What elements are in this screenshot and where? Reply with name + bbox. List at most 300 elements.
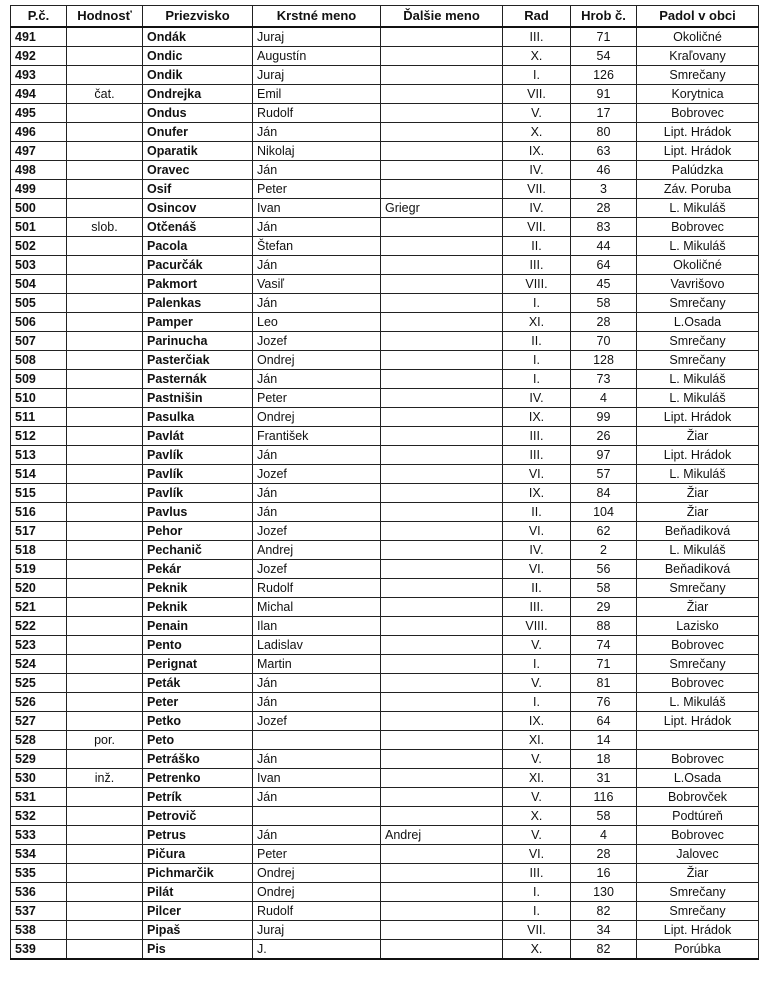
- other-name-cell: [381, 845, 503, 864]
- rank-cell: [67, 940, 143, 960]
- given-name-cell: Jozef: [253, 712, 381, 731]
- grave-number-cell: 88: [571, 617, 637, 636]
- given-name-cell: Jozef: [253, 560, 381, 579]
- place-cell: L. Mikuláš: [637, 199, 759, 218]
- grave-number-cell: 17: [571, 104, 637, 123]
- given-name-cell: Juraj: [253, 27, 381, 47]
- row-number-cell: 499: [11, 180, 67, 199]
- other-name-cell: [381, 522, 503, 541]
- place-cell: Vavrišovo: [637, 275, 759, 294]
- surname-cell: Petrík: [143, 788, 253, 807]
- casualty-table: [10, 5, 759, 960]
- place-cell: Smrečany: [637, 332, 759, 351]
- other-name-cell: [381, 674, 503, 693]
- table-row: [11, 560, 759, 579]
- other-name-cell: [381, 275, 503, 294]
- given-name-cell: Ivan: [253, 199, 381, 218]
- place-cell: Smrečany: [637, 351, 759, 370]
- given-name-cell: Jozef: [253, 465, 381, 484]
- grave-number-cell: 56: [571, 560, 637, 579]
- row-number-cell: 537: [11, 902, 67, 921]
- place-cell: Beňadiková: [637, 522, 759, 541]
- place-cell: Bobrovec: [637, 104, 759, 123]
- given-name-cell: Ján: [253, 446, 381, 465]
- header-cell: Hodnosť: [67, 6, 143, 28]
- rank-cell: [67, 579, 143, 598]
- other-name-cell: [381, 560, 503, 579]
- surname-cell: Pasterčiak: [143, 351, 253, 370]
- given-name-cell: Juraj: [253, 66, 381, 85]
- row-number-cell: 497: [11, 142, 67, 161]
- rank-cell: [67, 256, 143, 275]
- surname-cell: Pasulka: [143, 408, 253, 427]
- place-cell: Lipt. Hrádok: [637, 446, 759, 465]
- grave-row-cell: I.: [503, 294, 571, 313]
- surname-cell: Onufer: [143, 123, 253, 142]
- other-name-cell: [381, 427, 503, 446]
- table-row: [11, 750, 759, 769]
- row-number-cell: 531: [11, 788, 67, 807]
- given-name-cell: Ján: [253, 294, 381, 313]
- other-name-cell: [381, 541, 503, 560]
- table-row: [11, 769, 759, 788]
- place-cell: L. Mikuláš: [637, 389, 759, 408]
- row-number-cell: 514: [11, 465, 67, 484]
- grave-number-cell: 81: [571, 674, 637, 693]
- table-row: [11, 104, 759, 123]
- row-number-cell: 517: [11, 522, 67, 541]
- other-name-cell: [381, 218, 503, 237]
- grave-number-cell: 46: [571, 161, 637, 180]
- surname-cell: Pichmarčik: [143, 864, 253, 883]
- rank-cell: [67, 313, 143, 332]
- row-number-cell: 508: [11, 351, 67, 370]
- surname-cell: Parinucha: [143, 332, 253, 351]
- rank-cell: [67, 66, 143, 85]
- rank-cell: [67, 522, 143, 541]
- rank-cell: slob.: [67, 218, 143, 237]
- table-row: [11, 883, 759, 902]
- given-name-cell: Ján: [253, 218, 381, 237]
- row-number-cell: 492: [11, 47, 67, 66]
- place-cell: Korytnica: [637, 85, 759, 104]
- rank-cell: [67, 902, 143, 921]
- table-row: [11, 446, 759, 465]
- grave-row-cell: VII.: [503, 85, 571, 104]
- table-row: [11, 85, 759, 104]
- given-name-cell: Jozef: [253, 332, 381, 351]
- table-row: [11, 617, 759, 636]
- header-cell: P.č.: [11, 6, 67, 28]
- grave-row-cell: X.: [503, 940, 571, 960]
- surname-cell: Pacurčák: [143, 256, 253, 275]
- rank-cell: [67, 332, 143, 351]
- surname-cell: Pehor: [143, 522, 253, 541]
- place-cell: Bobrovec: [637, 636, 759, 655]
- given-name-cell: Ondrej: [253, 883, 381, 902]
- surname-cell: Peknik: [143, 598, 253, 617]
- surname-cell: Pavlus: [143, 503, 253, 522]
- other-name-cell: [381, 712, 503, 731]
- row-number-cell: 522: [11, 617, 67, 636]
- other-name-cell: [381, 655, 503, 674]
- grave-number-cell: 76: [571, 693, 637, 712]
- row-number-cell: 515: [11, 484, 67, 503]
- rank-cell: [67, 389, 143, 408]
- grave-row-cell: VI.: [503, 465, 571, 484]
- grave-row-cell: II.: [503, 332, 571, 351]
- table-row: [11, 465, 759, 484]
- grave-row-cell: I.: [503, 66, 571, 85]
- place-cell: Žiar: [637, 598, 759, 617]
- grave-row-cell: V.: [503, 750, 571, 769]
- given-name-cell: Ján: [253, 161, 381, 180]
- roster-sheet: [10, 5, 758, 960]
- place-cell: Žiar: [637, 484, 759, 503]
- surname-cell: Peter: [143, 693, 253, 712]
- grave-row-cell: V.: [503, 674, 571, 693]
- surname-cell: Ondic: [143, 47, 253, 66]
- row-number-cell: 535: [11, 864, 67, 883]
- grave-row-cell: III.: [503, 27, 571, 47]
- grave-number-cell: 116: [571, 788, 637, 807]
- rank-cell: [67, 636, 143, 655]
- table-row: [11, 636, 759, 655]
- grave-row-cell: IX.: [503, 142, 571, 161]
- rank-cell: [67, 712, 143, 731]
- row-number-cell: 495: [11, 104, 67, 123]
- surname-cell: Peták: [143, 674, 253, 693]
- grave-number-cell: 54: [571, 47, 637, 66]
- other-name-cell: [381, 85, 503, 104]
- grave-number-cell: 58: [571, 807, 637, 826]
- table-row: [11, 845, 759, 864]
- table-row: [11, 484, 759, 503]
- other-name-cell: [381, 313, 503, 332]
- other-name-cell: [381, 256, 503, 275]
- header-cell: Ďalšie meno: [381, 6, 503, 28]
- place-cell: Smrečany: [637, 294, 759, 313]
- rank-cell: [67, 674, 143, 693]
- row-number-cell: 506: [11, 313, 67, 332]
- surname-cell: Peknik: [143, 579, 253, 598]
- row-number-cell: 527: [11, 712, 67, 731]
- row-number-cell: 528: [11, 731, 67, 750]
- other-name-cell: [381, 750, 503, 769]
- grave-row-cell: I.: [503, 902, 571, 921]
- table-row: [11, 826, 759, 845]
- grave-row-cell: IV.: [503, 541, 571, 560]
- surname-cell: Ondrejka: [143, 85, 253, 104]
- place-cell: Smrečany: [637, 655, 759, 674]
- other-name-cell: [381, 598, 503, 617]
- row-number-cell: 539: [11, 940, 67, 960]
- place-cell: Lipt. Hrádok: [637, 712, 759, 731]
- place-cell: Podtúreň: [637, 807, 759, 826]
- other-name-cell: [381, 902, 503, 921]
- rank-cell: [67, 598, 143, 617]
- row-number-cell: 518: [11, 541, 67, 560]
- row-number-cell: 523: [11, 636, 67, 655]
- grave-row-cell: II.: [503, 579, 571, 598]
- surname-cell: Pilát: [143, 883, 253, 902]
- grave-number-cell: 34: [571, 921, 637, 940]
- grave-row-cell: V.: [503, 636, 571, 655]
- rank-cell: [67, 541, 143, 560]
- row-number-cell: 520: [11, 579, 67, 598]
- grave-row-cell: IV.: [503, 161, 571, 180]
- place-cell: Žiar: [637, 864, 759, 883]
- row-number-cell: 525: [11, 674, 67, 693]
- row-number-cell: 513: [11, 446, 67, 465]
- given-name-cell: Ján: [253, 370, 381, 389]
- place-cell: Smrečany: [637, 883, 759, 902]
- grave-number-cell: 58: [571, 579, 637, 598]
- grave-number-cell: 3: [571, 180, 637, 199]
- table-body: [11, 27, 759, 959]
- rank-cell: [67, 617, 143, 636]
- grave-row-cell: II.: [503, 237, 571, 256]
- row-number-cell: 521: [11, 598, 67, 617]
- other-name-cell: [381, 788, 503, 807]
- place-cell: Smrečany: [637, 902, 759, 921]
- rank-cell: [67, 351, 143, 370]
- given-name-cell: Ondrej: [253, 864, 381, 883]
- grave-row-cell: X.: [503, 807, 571, 826]
- given-name-cell: Peter: [253, 180, 381, 199]
- row-number-cell: 491: [11, 27, 67, 47]
- header-cell: Rad: [503, 6, 571, 28]
- row-number-cell: 500: [11, 199, 67, 218]
- place-cell: Bobrovček: [637, 788, 759, 807]
- table-row: [11, 788, 759, 807]
- surname-cell: Otčenáš: [143, 218, 253, 237]
- rank-cell: [67, 180, 143, 199]
- rank-cell: [67, 484, 143, 503]
- given-name-cell: Ján: [253, 788, 381, 807]
- grave-row-cell: III.: [503, 427, 571, 446]
- place-cell: L.Osada: [637, 769, 759, 788]
- grave-number-cell: 82: [571, 940, 637, 960]
- row-number-cell: 524: [11, 655, 67, 674]
- grave-row-cell: XI.: [503, 731, 571, 750]
- grave-number-cell: 28: [571, 199, 637, 218]
- place-cell: L. Mikuláš: [637, 693, 759, 712]
- grave-row-cell: VIII.: [503, 275, 571, 294]
- table-row: [11, 427, 759, 446]
- place-cell: L. Mikuláš: [637, 237, 759, 256]
- surname-cell: Oparatik: [143, 142, 253, 161]
- other-name-cell: [381, 142, 503, 161]
- place-cell: Okoličné: [637, 27, 759, 47]
- table-row: [11, 275, 759, 294]
- row-number-cell: 536: [11, 883, 67, 902]
- grave-row-cell: VII.: [503, 180, 571, 199]
- surname-cell: Pasternák: [143, 370, 253, 389]
- grave-number-cell: 84: [571, 484, 637, 503]
- surname-cell: Osincov: [143, 199, 253, 218]
- other-name-cell: [381, 579, 503, 598]
- grave-number-cell: 29: [571, 598, 637, 617]
- place-cell: Lazisko: [637, 617, 759, 636]
- table-row: [11, 921, 759, 940]
- other-name-cell: [381, 864, 503, 883]
- rank-cell: [67, 446, 143, 465]
- given-name-cell: [253, 731, 381, 750]
- grave-number-cell: 80: [571, 123, 637, 142]
- grave-row-cell: I.: [503, 351, 571, 370]
- surname-cell: Palenkas: [143, 294, 253, 313]
- table-row: [11, 370, 759, 389]
- surname-cell: Ondus: [143, 104, 253, 123]
- table-row: [11, 522, 759, 541]
- other-name-cell: [381, 465, 503, 484]
- other-name-cell: [381, 503, 503, 522]
- given-name-cell: Rudolf: [253, 902, 381, 921]
- row-number-cell: 507: [11, 332, 67, 351]
- header-cell: Priezvisko: [143, 6, 253, 28]
- given-name-cell: Rudolf: [253, 579, 381, 598]
- grave-number-cell: 62: [571, 522, 637, 541]
- table-row: [11, 598, 759, 617]
- other-name-cell: [381, 104, 503, 123]
- other-name-cell: Griegr: [381, 199, 503, 218]
- grave-row-cell: IV.: [503, 199, 571, 218]
- table-row: [11, 389, 759, 408]
- rank-cell: [67, 104, 143, 123]
- row-number-cell: 529: [11, 750, 67, 769]
- grave-number-cell: 99: [571, 408, 637, 427]
- grave-number-cell: 126: [571, 66, 637, 85]
- table-row: [11, 731, 759, 750]
- row-number-cell: 509: [11, 370, 67, 389]
- grave-row-cell: X.: [503, 123, 571, 142]
- grave-row-cell: X.: [503, 47, 571, 66]
- table-row: [11, 541, 759, 560]
- surname-cell: Penain: [143, 617, 253, 636]
- given-name-cell: Juraj: [253, 921, 381, 940]
- surname-cell: Pavlík: [143, 446, 253, 465]
- given-name-cell: Rudolf: [253, 104, 381, 123]
- grave-number-cell: 28: [571, 845, 637, 864]
- other-name-cell: [381, 180, 503, 199]
- given-name-cell: Ján: [253, 750, 381, 769]
- grave-row-cell: VI.: [503, 522, 571, 541]
- grave-row-cell: I.: [503, 693, 571, 712]
- grave-row-cell: VI.: [503, 845, 571, 864]
- surname-cell: Pakmort: [143, 275, 253, 294]
- table-row: [11, 199, 759, 218]
- grave-row-cell: VII.: [503, 218, 571, 237]
- grave-number-cell: 57: [571, 465, 637, 484]
- place-cell: Smrečany: [637, 66, 759, 85]
- surname-cell: Ondik: [143, 66, 253, 85]
- header-row: [11, 6, 759, 28]
- table-row: [11, 66, 759, 85]
- grave-row-cell: IX.: [503, 484, 571, 503]
- surname-cell: Peto: [143, 731, 253, 750]
- table-row: [11, 142, 759, 161]
- other-name-cell: [381, 940, 503, 960]
- grave-number-cell: 18: [571, 750, 637, 769]
- other-name-cell: [381, 408, 503, 427]
- rank-cell: [67, 826, 143, 845]
- place-cell: Bobrovec: [637, 674, 759, 693]
- surname-cell: Petrus: [143, 826, 253, 845]
- rank-cell: [67, 27, 143, 47]
- row-number-cell: 519: [11, 560, 67, 579]
- given-name-cell: Ján: [253, 484, 381, 503]
- row-number-cell: 532: [11, 807, 67, 826]
- header-cell: Padol v obci: [637, 6, 759, 28]
- surname-cell: Pipaš: [143, 921, 253, 940]
- row-number-cell: 534: [11, 845, 67, 864]
- rank-cell: [67, 161, 143, 180]
- table-row: [11, 237, 759, 256]
- surname-cell: Pavlík: [143, 484, 253, 503]
- place-cell: Lipt. Hrádok: [637, 408, 759, 427]
- grave-row-cell: II.: [503, 503, 571, 522]
- place-cell: Bobrovec: [637, 826, 759, 845]
- place-cell: Smrečany: [637, 579, 759, 598]
- table-row: [11, 294, 759, 313]
- other-name-cell: Andrej: [381, 826, 503, 845]
- surname-cell: Pechanič: [143, 541, 253, 560]
- table-row: [11, 218, 759, 237]
- grave-row-cell: IX.: [503, 408, 571, 427]
- given-name-cell: Ivan: [253, 769, 381, 788]
- rank-cell: [67, 503, 143, 522]
- given-name-cell: Andrej: [253, 541, 381, 560]
- grave-row-cell: III.: [503, 864, 571, 883]
- grave-number-cell: 64: [571, 256, 637, 275]
- given-name-cell: [253, 807, 381, 826]
- other-name-cell: [381, 66, 503, 85]
- other-name-cell: [381, 484, 503, 503]
- grave-row-cell: I.: [503, 655, 571, 674]
- surname-cell: Pamper: [143, 313, 253, 332]
- given-name-cell: Ján: [253, 674, 381, 693]
- row-number-cell: 494: [11, 85, 67, 104]
- surname-cell: Pilcer: [143, 902, 253, 921]
- table-row: [11, 674, 759, 693]
- rank-cell: [67, 845, 143, 864]
- place-cell: Lipt. Hrádok: [637, 921, 759, 940]
- grave-number-cell: 70: [571, 332, 637, 351]
- surname-cell: Pento: [143, 636, 253, 655]
- row-number-cell: 503: [11, 256, 67, 275]
- row-number-cell: 510: [11, 389, 67, 408]
- rank-cell: [67, 142, 143, 161]
- other-name-cell: [381, 294, 503, 313]
- rank-cell: [67, 123, 143, 142]
- given-name-cell: Martin: [253, 655, 381, 674]
- other-name-cell: [381, 332, 503, 351]
- row-number-cell: 502: [11, 237, 67, 256]
- given-name-cell: Michal: [253, 598, 381, 617]
- other-name-cell: [381, 351, 503, 370]
- row-number-cell: 496: [11, 123, 67, 142]
- other-name-cell: [381, 693, 503, 712]
- other-name-cell: [381, 389, 503, 408]
- rank-cell: [67, 427, 143, 446]
- row-number-cell: 501: [11, 218, 67, 237]
- grave-number-cell: 31: [571, 769, 637, 788]
- rank-cell: [67, 750, 143, 769]
- row-number-cell: 512: [11, 427, 67, 446]
- rank-cell: [67, 199, 143, 218]
- table-row: [11, 27, 759, 47]
